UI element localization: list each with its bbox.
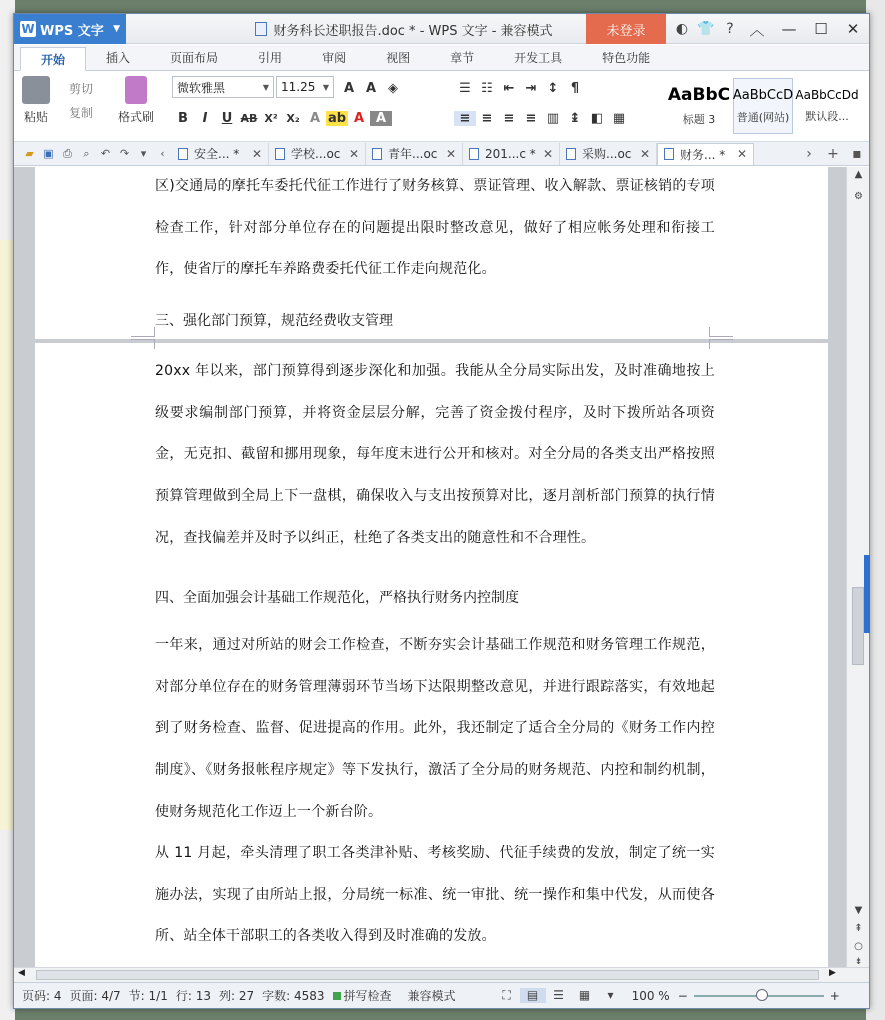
align-center-icon[interactable]: ≡ bbox=[481, 110, 493, 126]
doc-tab[interactable] bbox=[269, 143, 366, 165]
horizontal-scrollbar[interactable] bbox=[14, 967, 869, 982]
tab-view[interactable]: 视图 bbox=[386, 51, 411, 65]
spell-check-icon bbox=[333, 992, 341, 1000]
vertical-scrollbar[interactable] bbox=[846, 167, 869, 967]
shirt-icon[interactable]: 👕 bbox=[697, 21, 715, 37]
spell-check-button[interactable] bbox=[333, 987, 392, 1004]
show-marks-icon[interactable]: ¶ bbox=[570, 80, 580, 96]
skin-icon[interactable]: ◐ bbox=[675, 21, 689, 37]
style-name: 普通(网站) bbox=[736, 110, 790, 124]
wps-window bbox=[13, 13, 870, 1009]
tab-home[interactable]: 开始 bbox=[20, 47, 86, 71]
shrink-font-icon[interactable]: A bbox=[365, 80, 377, 96]
brush-icon bbox=[125, 76, 147, 104]
paste-label: 粘贴 bbox=[23, 110, 48, 124]
spell-check-label: 拼写检查 bbox=[343, 989, 392, 1003]
doc-tab[interactable] bbox=[172, 143, 269, 165]
quick-access-toolbar bbox=[14, 147, 172, 161]
increase-indent-icon[interactable]: ⇥ bbox=[525, 80, 537, 96]
paragraph[interactable]: 一年来，通过对所站的财会工作检查，不断夯实会计基础工作规范和财务管理工作规范，对部分单位存在的财务管理薄弱环节当场下达限期整改意见，并进行跟踪落实，有效地起到了财务检查、监督、促进提高的作用。此外，我还制定了适合全分局的《财务工作内控制度》、《财务报帐程序规定》等下发执行，激活了全分局的财务规范、内控和制约机制，使财务规范化工作迈上一个新台阶。 bbox=[155, 637, 715, 820]
tab-page-layout[interactable]: 页面布局 bbox=[170, 51, 219, 65]
browse-object-icon[interactable]: ○ bbox=[854, 941, 863, 952]
document-tabs-bar bbox=[14, 142, 869, 166]
print-icon[interactable]: ⎙ bbox=[63, 146, 72, 160]
tab-list-icon[interactable]: ▪ bbox=[852, 145, 862, 162]
outline-view-icon[interactable]: ☰ bbox=[553, 988, 564, 1002]
page bbox=[35, 167, 828, 339]
borders-icon[interactable]: ▦ bbox=[612, 110, 626, 126]
prev-page-icon[interactable]: ⇞ bbox=[854, 923, 863, 934]
document-icon bbox=[255, 22, 267, 36]
tab-insert[interactable]: 插入 bbox=[106, 51, 131, 65]
zoom-out-icon[interactable]: − bbox=[677, 988, 688, 1003]
section-heading[interactable]: 三、强化部门预算，规范经费收支管理 bbox=[155, 313, 393, 329]
next-page-icon[interactable]: ⇟ bbox=[854, 957, 863, 967]
document-icon bbox=[469, 148, 479, 160]
crop-mark bbox=[131, 339, 155, 349]
style-sample: AaBbC bbox=[667, 85, 731, 105]
font-size-value: 11.25 bbox=[281, 80, 316, 94]
italic-icon[interactable]: I bbox=[202, 110, 208, 126]
crop-mark bbox=[131, 327, 155, 337]
font-size-select[interactable]: 11.25 ▼ bbox=[276, 76, 334, 98]
doc-tab[interactable] bbox=[366, 143, 463, 165]
paragraph[interactable]: 从 11 月起，牵头清理了职工各类津补贴、考核奖励、代征手续费的发放，制定了统一实施办法，实现了由所站上报，分局统一标准、统一审批、统一操作和集中代发，从而使各所、站全体干部职工的各类收入得到及时准确的发放。 bbox=[155, 845, 715, 945]
status-pages[interactable]: 页面: 4/7 bbox=[69, 989, 121, 1003]
section-heading[interactable]: 四、全面加强会计基础工作规范化，严格执行财务内控制度 bbox=[155, 590, 519, 606]
document-icon bbox=[178, 148, 188, 160]
wps-logo-icon: W bbox=[21, 22, 35, 36]
style-heading-3[interactable] bbox=[669, 78, 729, 134]
clear-format-icon[interactable]: ◈ bbox=[388, 80, 398, 96]
help-icon[interactable]: ? bbox=[726, 21, 734, 37]
tab-bar-tools bbox=[797, 146, 869, 162]
cut-copy-group bbox=[69, 76, 103, 124]
tab-scroll-right-icon[interactable]: › bbox=[806, 145, 812, 162]
bullets-icon[interactable]: ☰ bbox=[459, 80, 471, 96]
font-group bbox=[172, 76, 404, 130]
zoom-slider[interactable] bbox=[694, 995, 824, 997]
text-effect-icon[interactable]: A bbox=[309, 110, 321, 126]
ribbon-tabs bbox=[14, 45, 869, 71]
caret-down-icon: ▼ bbox=[113, 24, 120, 34]
page bbox=[35, 343, 828, 967]
subscript-icon[interactable]: X₂ bbox=[286, 111, 300, 125]
align-right-icon[interactable]: ≡ bbox=[503, 110, 515, 126]
status-page-code[interactable]: 页码: 4 bbox=[22, 989, 62, 1003]
font-color-icon[interactable]: A bbox=[353, 110, 365, 126]
highlight-icon[interactable]: ab bbox=[327, 110, 347, 126]
close-tab-icon[interactable]: ✕ bbox=[542, 146, 553, 161]
doc-tab-label: 安全... * bbox=[194, 147, 240, 161]
paragraph[interactable]: 区)交通局的摩托车委托代征工作进行了财务核算、票证管理、收入解款、票证核销的专项检查工作，针对部分单位存在的问题提出限时整改意见，做好了相应帐务处理和衔接工作，使省厅的摩托车养路费委托代征工作走向规范化。 bbox=[155, 178, 715, 278]
open-icon[interactable]: ▰ bbox=[25, 147, 34, 160]
numbering-icon[interactable]: ☷ bbox=[481, 80, 493, 96]
document-icon bbox=[275, 148, 285, 160]
line-spacing-icon[interactable]: ↨ bbox=[569, 110, 581, 126]
document-area bbox=[14, 167, 846, 967]
style-default-para[interactable] bbox=[797, 78, 857, 134]
maximize-icon[interactable]: ☐ bbox=[814, 20, 828, 38]
crop-mark bbox=[709, 339, 733, 349]
status-col: 列: 27 bbox=[218, 989, 255, 1003]
scroll-right-icon[interactable]: ▶ bbox=[829, 968, 836, 978]
crop-mark bbox=[709, 327, 733, 337]
tab-developer[interactable]: 开发工具 bbox=[514, 51, 563, 65]
bold-icon[interactable]: B bbox=[178, 110, 188, 126]
scroll-up-icon[interactable]: ▲ bbox=[854, 169, 863, 180]
distributed-icon[interactable]: ▥ bbox=[546, 110, 560, 126]
window-title bbox=[214, 14, 594, 44]
status-section[interactable]: 节: 1/1 bbox=[128, 989, 168, 1003]
tab-special[interactable]: 特色功能 bbox=[602, 51, 651, 65]
justify-icon[interactable]: ≡ bbox=[525, 110, 537, 126]
doc-tab[interactable] bbox=[463, 143, 560, 165]
zoom-slider-knob[interactable] bbox=[756, 989, 768, 1001]
font-name-select[interactable]: 微软雅黑 ▼ bbox=[172, 76, 274, 98]
app-menu-button[interactable] bbox=[14, 14, 126, 44]
paste-button[interactable] bbox=[22, 76, 50, 125]
document-icon bbox=[664, 148, 674, 160]
window-controls bbox=[741, 14, 869, 44]
ribbon bbox=[14, 72, 869, 142]
paragraph-group bbox=[454, 76, 630, 130]
document-icon bbox=[566, 148, 576, 160]
undo-icon[interactable]: ↶ bbox=[100, 147, 111, 160]
format-painter-group bbox=[118, 76, 154, 125]
tab-chapter[interactable]: 章节 bbox=[450, 51, 475, 65]
doc-tab[interactable] bbox=[560, 143, 657, 165]
format-painter-label: 格式刷 bbox=[118, 110, 155, 124]
close-tab-icon[interactable]: ✕ bbox=[348, 146, 359, 161]
title-bar bbox=[14, 14, 869, 44]
superscript-icon[interactable]: X² bbox=[264, 111, 278, 125]
save-icon[interactable]: ▣ bbox=[43, 147, 54, 160]
close-tab-icon[interactable]: ✕ bbox=[736, 147, 747, 161]
close-icon[interactable]: ✕ bbox=[846, 20, 860, 38]
minimize-icon[interactable]: — bbox=[781, 20, 797, 38]
scroll-left-icon[interactable]: ◀ bbox=[18, 968, 25, 978]
zoom-in-icon[interactable]: + bbox=[829, 988, 840, 1003]
status-row: 行: 13 bbox=[175, 989, 211, 1003]
view-buttons bbox=[494, 988, 624, 1003]
hscroll-thumb[interactable] bbox=[36, 970, 819, 980]
tab-references[interactable]: 引用 bbox=[258, 51, 283, 65]
style-sample: AaBbCcDd bbox=[795, 88, 859, 102]
sort-icon[interactable]: ↕ bbox=[547, 80, 559, 96]
compat-mode: 兼容模式 bbox=[407, 989, 456, 1003]
title-tools bbox=[670, 14, 742, 44]
scroll-accent bbox=[864, 555, 870, 633]
close-tab-icon[interactable]: ✕ bbox=[639, 146, 650, 161]
decrease-indent-icon[interactable]: ⇤ bbox=[503, 80, 515, 96]
fullscreen-view-icon[interactable]: ⛶ bbox=[502, 988, 511, 1002]
style-sample: AaBbCcD bbox=[732, 87, 794, 103]
web-view-icon[interactable]: ▦ bbox=[578, 988, 591, 1002]
shading-icon[interactable]: ◧ bbox=[590, 110, 604, 126]
doc-tab-label: 201...c * bbox=[485, 146, 536, 161]
paste-icon bbox=[22, 76, 50, 104]
strikethrough-icon[interactable]: AB bbox=[240, 111, 258, 125]
customize-icon[interactable]: ▾ bbox=[140, 147, 147, 160]
paragraph[interactable]: 20xx 年以来，部门预算得到逐步深化和加强。我能从全分局实际出发，及时准确地按上级要求编制部门预算，并将资金层层分解，完善了资金拨付程序，及时下拨所站各项资金，无克扣、截留和挪用现象，每年度末进行公开和核对。对全分局的各类支出严格按照预算管理做到全局上下一盘棋，确保收入与支出按预算对比，逐月剖析部门预算的执行情况，查找偏差并及时予以纠正，杜绝了各类支出的随意性和不合理性。 bbox=[155, 363, 715, 546]
grow-font-icon[interactable]: A bbox=[343, 80, 355, 96]
cut-button[interactable]: 剪切 bbox=[69, 81, 94, 96]
window-title-text: 财务科长述职报告.doc * - WPS 文字 - 兼容模式 bbox=[273, 23, 553, 39]
doc-tab-label: 财务... * bbox=[680, 147, 726, 162]
style-normal-web[interactable] bbox=[733, 78, 793, 134]
font-name-value: 微软雅黑 bbox=[177, 80, 226, 95]
reading-view-icon[interactable]: ▾ bbox=[607, 988, 614, 1002]
style-name: 默认段... bbox=[805, 110, 849, 123]
login-button[interactable]: 未登录 bbox=[586, 14, 666, 44]
doc-tab-label: 学校...oc bbox=[291, 147, 341, 161]
close-tab-icon[interactable]: ✕ bbox=[445, 146, 456, 161]
document-icon bbox=[372, 148, 382, 160]
copy-button[interactable]: 复制 bbox=[69, 105, 94, 120]
tab-scroll-left-icon[interactable]: ‹ bbox=[160, 147, 165, 160]
app-name: WPS 文字 bbox=[40, 23, 104, 39]
clipboard-group bbox=[22, 76, 50, 125]
zoom-value[interactable]: 100 % bbox=[631, 988, 670, 1003]
style-name: 标题 3 bbox=[682, 113, 716, 126]
char-shading-icon[interactable]: A bbox=[370, 111, 392, 126]
scroll-thumb[interactable] bbox=[852, 587, 864, 665]
collapse-ribbon-icon[interactable]: ︿ bbox=[749, 20, 765, 39]
status-bar bbox=[14, 982, 869, 1008]
doc-tab-label: 采购...oc bbox=[582, 147, 632, 161]
doc-tab-label: 青年...oc bbox=[388, 147, 438, 161]
page-view-icon[interactable]: ▤ bbox=[520, 988, 546, 1003]
print-preview-icon[interactable]: ⌕ bbox=[83, 146, 90, 160]
close-tab-icon[interactable]: ✕ bbox=[251, 146, 262, 161]
align-left-icon[interactable]: ≡ bbox=[454, 111, 476, 126]
tab-review[interactable]: 审阅 bbox=[322, 51, 347, 65]
underline-icon[interactable]: U bbox=[221, 110, 233, 126]
status-word-count[interactable]: 字数: 4583 bbox=[262, 989, 325, 1003]
side-tool-icon[interactable]: ⚙ bbox=[854, 191, 863, 202]
new-tab-icon[interactable]: + bbox=[827, 145, 839, 162]
redo-icon[interactable]: ↷ bbox=[119, 147, 130, 160]
scroll-down-icon[interactable]: ▼ bbox=[854, 905, 863, 916]
format-painter-button[interactable] bbox=[118, 76, 154, 125]
doc-tab-active[interactable] bbox=[657, 143, 754, 165]
